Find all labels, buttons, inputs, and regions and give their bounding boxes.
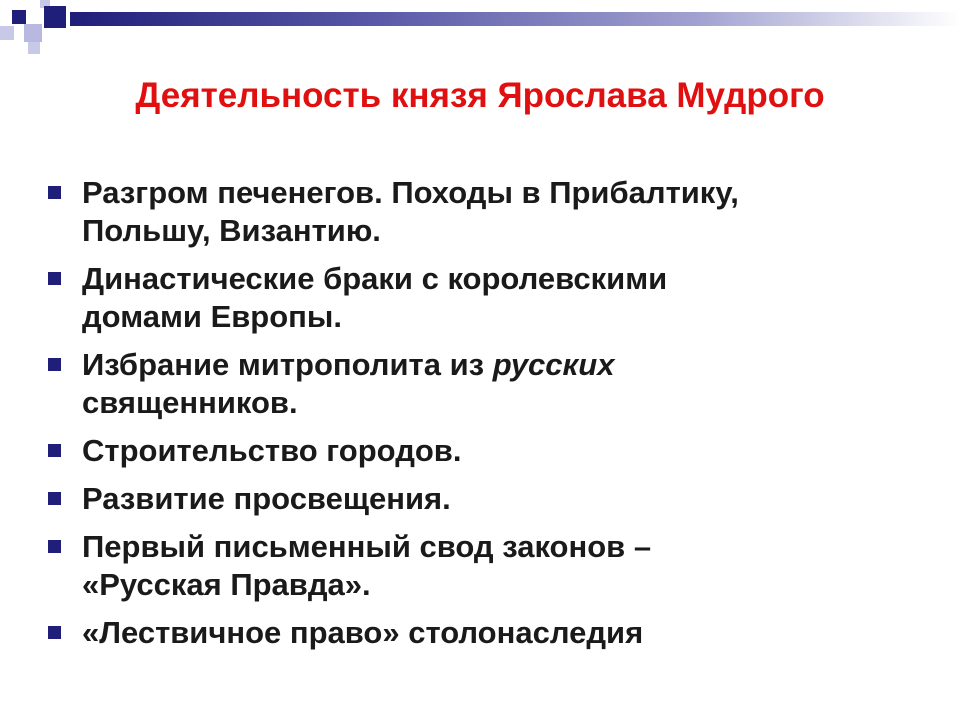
square-bullet-icon [48,626,61,639]
slide-title: Деятельность князя Ярослава Мудрого [135,76,825,115]
bullet-list [48,174,928,662]
bullet-item [48,346,928,422]
square-bullet-icon [48,358,61,371]
bullet-item [48,260,928,336]
bullet-item [48,528,928,604]
decor-square [44,6,66,28]
decor-square [28,42,40,54]
bullet-text-line: «Лествичное право» столонаследия [82,615,644,650]
bullet-text-line: Первый письменный свод законов – [82,529,652,564]
square-bullet-icon [48,444,61,457]
bullet-text-line: Избрание митрополита из [82,347,493,382]
bullet-text-line: домами Европы. [82,299,342,334]
bullet-text-line: «Русская Правда». [82,567,371,602]
square-bullet-icon [48,186,61,199]
square-bullet-icon [48,492,61,505]
bullet-text-line: священников. [82,385,298,420]
bullet-item [48,480,928,518]
bullet-item [48,614,928,652]
bullet-text-line: Польшу, Византию. [82,213,381,248]
bullet-text-line: Развитие просвещения. [82,481,451,516]
decor-square [12,10,26,24]
bullet-text-line: Строительство городов. [82,433,462,468]
square-bullet-icon [48,540,61,553]
bullet-text-line: Династические браки с королевскими [82,261,668,296]
bullet-item [48,432,928,470]
square-bullet-icon [48,272,61,285]
decor-square [0,26,14,40]
bullet-text-line: Разгром печенегов. Походы в Прибалтику, [82,175,739,210]
header-gradient-bar [70,12,960,26]
decor-square [24,24,42,42]
bullet-item [48,174,928,250]
bullet-text-italic: русских [492,347,615,382]
